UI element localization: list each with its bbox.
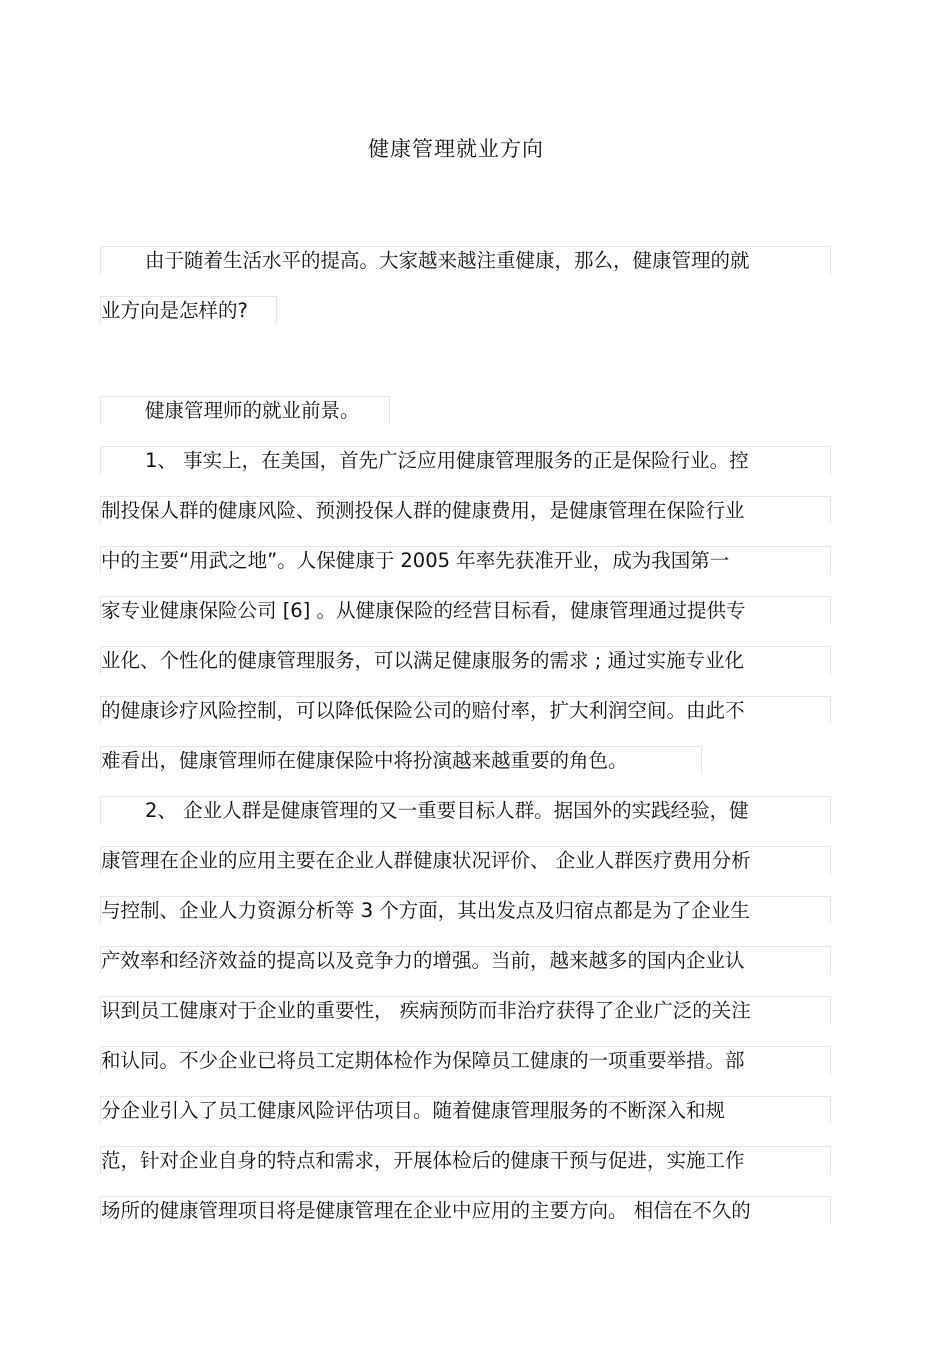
paragraph1-line: 家专业健康保险公司 [6] 。从健康保险的经营目标看，健康管理通过提供专: [100, 596, 831, 624]
paragraph2-line: 与控制、企业人力资源分析等 3 个方面，其出发点及归宿点都是为了企业生: [100, 896, 831, 924]
paragraph2-line: 和认同。不少企业已将员工定期体检作为保障员工健康的一项重要举措。部: [100, 1046, 831, 1074]
paragraph2-line: 分企业引入了员工健康风险评估项目。随着健康管理服务的不断深入和规: [100, 1096, 831, 1124]
paragraph2-line: 2、 企业人群是健康管理的又一重要目标人群。据国外的实践经验，健: [100, 796, 831, 824]
intro-line: 业方向是怎样的?: [100, 296, 277, 324]
paragraph1-line: 中的主要“用武之地”。人保健康于 2005 年率先获准开业，成为我国第一: [100, 546, 831, 574]
paragraph2-line: 识到员工健康对于企业的重要性， 疾病预防而非治疗获得了企业广泛的关注: [100, 996, 831, 1024]
paragraph2-line: 场所的健康管理项目将是健康管理在企业中应用的主要方向。 相信在不久的: [100, 1196, 831, 1224]
paragraph1-line: 业化、个性化的健康管理服务，可以满足健康服务的需求 ; 通过实施专业化: [100, 646, 831, 674]
paragraph1-line: 的健康诊疗风险控制，可以降低保险公司的赔付率，扩大利润空间。由此不: [100, 696, 831, 724]
paragraph2-line: 范，针对企业自身的特点和需求，开展体检后的健康干预与促进，实施工作: [100, 1146, 831, 1174]
section-heading: 健康管理师的就业前景。: [100, 396, 390, 424]
paragraph1-line: 制投保人群的健康风险、预测投保人群的健康费用，是健康管理在保险行业: [100, 496, 831, 524]
document-title: 健康管理就业方向: [368, 137, 544, 161]
paragraph1-line: 难看出，健康管理师在健康保险中将扮演越来越重要的角色。: [100, 746, 702, 774]
paragraph2-line: 产效率和经济效益的提高以及竞争力的增强。当前，越来越多的国内企业认: [100, 946, 831, 974]
paragraph2-line: 康管理在企业的应用主要在企业人群健康状况评价、 企业人群医疗费用分析: [100, 846, 831, 874]
paragraph1-line: 1、 事实上，在美国，首先广泛应用健康管理服务的正是保险行业。控: [100, 446, 831, 474]
intro-line: 由于随着生活水平的提高。大家越来越注重健康，那么，健康管理的就: [100, 246, 831, 274]
